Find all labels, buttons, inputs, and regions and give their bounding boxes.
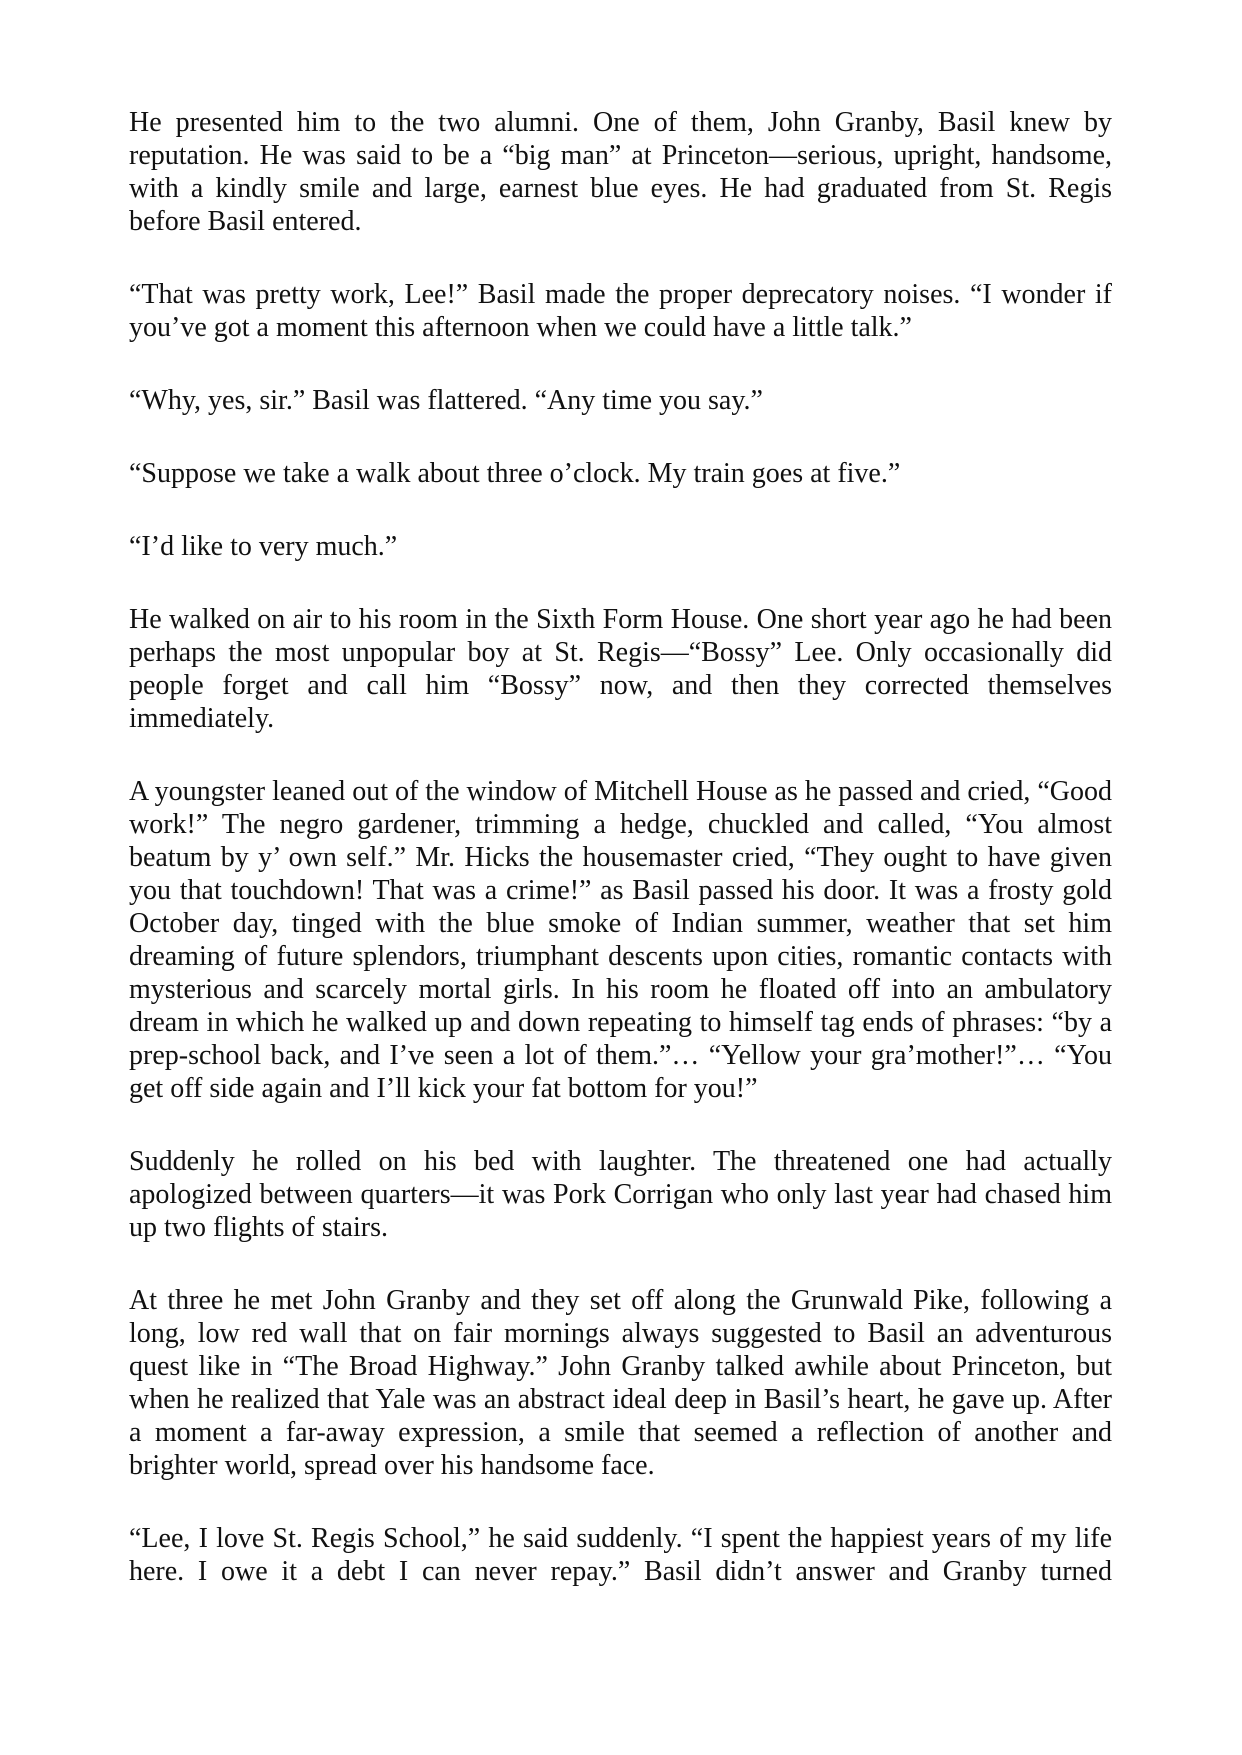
paragraph-walked-on-air: He walked on air to his room in the Sixth Form House. One short year ago he had been perhaps the most unpopular boy at St. Regis—“Bossy” Lee. Only occasionally did people forget and call him “Bossy” now, and then they corrected themselves immediately. (129, 604, 1112, 734)
document-page (129, 106, 1112, 1588)
paragraph-love-st-regis: “Lee, I love St. Regis School,” he said suddenly. “I spent the happiest years of my life here. I owe it a debt I can never repay.” Basil didn’t answer and Granby turned (129, 1523, 1112, 1587)
paragraph-grunwald-pike: At three he met John Granby and they set off along the Grunwald Pike, following a long, low red wall that on fair mornings always suggested to Basil an adventurous quest like in “The Broad Highway.” John Granby talked awhile about Princeton, but when he realized that Yale was an abstract ideal deep in Basil’s heart, he gave up. After a moment a far-away expression, a smile that seemed a reflection of another and brighter world, spread over his handsome face. (129, 1285, 1112, 1481)
paragraph-like-to: “I’d like to very much.” (129, 531, 398, 562)
paragraph-why-yes: “Why, yes, sir.” Basil was flattered. “Any time you say.” (129, 385, 763, 416)
paragraph-suppose-walk: “Suppose we take a walk about three o’clock. My train goes at five.” (129, 458, 901, 489)
paragraph-youngster: A youngster leaned out of the window of Mitchell House as he passed and cried, “Good work!” The negro gardener, trimming a hedge, chuckled and called, “You almost beatum by y’ own self.” Mr. Hicks the housemaster cried, “They ought to have given you that touchdown! That was a crime!” as Basil passed his door. It was a frosty gold October day, tinged with the blue smoke of Indian summer, weather that set him dreaming of future splendors, triumphant descents upon cities, romantic contacts with mysterious and scarcely mortal girls. In his room he floated off into an ambulatory dream in which he walked up and down repeating to himself tag ends of phrases: “by a prep-school back, and I’ve seen a lot of them.”… “Yellow your gra’mother!”… “You get off side again and I’ll kick your fat bottom for you!” (129, 776, 1112, 1104)
paragraph-introduction: He presented him to the two alumni. One of them, John Granby, Basil knew by reputation. He was said to be a “big man” at Princeton—serious, upright, handsome, with a kindly smile and large, earnest blue eyes. He had graduated from St. Regis before Basil entered. (129, 107, 1112, 237)
paragraph-pretty-work: “That was pretty work, Lee!” Basil made the proper deprecatory noises. “I wonder if you’ve got a moment this afternoon when we could have a little talk.” (129, 279, 1112, 343)
paragraph-rolled-laughter: Suddenly he rolled on his bed with laughter. The threatened one had actually apologized between quarters—it was Pork Corrigan who only last year had chased him up two flights of stairs. (129, 1146, 1112, 1243)
